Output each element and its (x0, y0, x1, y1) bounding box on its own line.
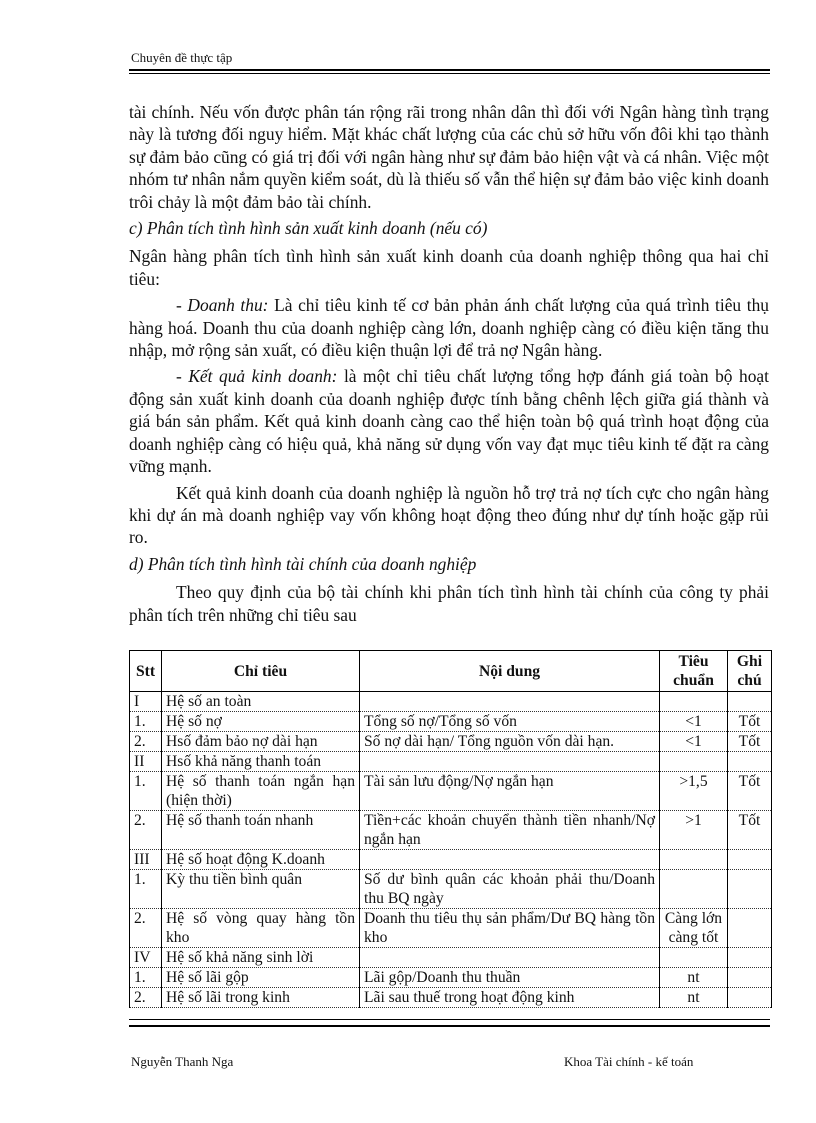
page-header-title: Chuyên đề thực tập (131, 50, 233, 65)
cell-ghichu (728, 850, 772, 870)
cell-ghichu (728, 988, 772, 1008)
header-noidung: Nội dung (360, 651, 660, 692)
paragraph-business-result (129, 365, 769, 477)
header-tieuchuan: Tiêu chuẩn (660, 651, 728, 692)
table-row (130, 850, 772, 870)
cell-stt: 2. (130, 909, 162, 948)
cell-stt: 2. (130, 988, 162, 1008)
header-chitieu: Chỉ tiêu (162, 651, 360, 692)
cell-noidung: Tiền+các khoản chuyển thành tiền nhanh/Nợ ngắn hạn (360, 811, 660, 850)
cell-noidung: Lãi sau thuế trong hoạt động kinh (360, 988, 660, 1008)
cell-stt: 2. (130, 811, 162, 850)
cell-chitieu: Hệ số an toàn (162, 692, 360, 712)
cell-noidung (360, 948, 660, 968)
paragraph-2: Ngân hàng phân tích tình hình sản xuất kinh doanh của doanh nghiệp thông qua hai chỉ tiêu: (129, 246, 769, 289)
footer-rule-thin (129, 1019, 770, 1020)
indicators-table (129, 650, 772, 1008)
cell-chitieu: Hệ số vòng quay hàng tồn kho (162, 909, 360, 948)
table-row (130, 811, 772, 850)
cell-ghichu (728, 948, 772, 968)
term-revenue: - Doanh thu: (176, 295, 269, 316)
cell-noidung: Số dư bình quân các khoản phải thu/Doanh thu BQ ngày (360, 870, 660, 909)
cell-ghichu: Tốt (728, 811, 772, 850)
cell-stt: III (130, 850, 162, 870)
footer-author: Nguyễn Thanh Nga (131, 1054, 234, 1069)
header-rule-thick (129, 69, 770, 71)
body-text (129, 101, 769, 626)
cell-stt: 1. (130, 968, 162, 988)
cell-tieuchuan (660, 850, 728, 870)
cell-noidung: Tổng số nợ/Tổng số vốn (360, 712, 660, 732)
cell-noidung (360, 692, 660, 712)
cell-noidung: Doanh thu tiêu thụ sản phẩm/Dư BQ hàng tồn kho (360, 909, 660, 948)
cell-tieuchuan: >1,5 (660, 772, 728, 811)
cell-stt: 2. (130, 732, 162, 752)
cell-chitieu: Hệ số khả năng sinh lời (162, 948, 360, 968)
cell-chitieu: Hệ số thanh toán ngắn hạn (hiện thời) (162, 772, 360, 811)
footer-rule-thick (129, 1025, 770, 1027)
table-row (130, 909, 772, 948)
table-row (130, 870, 772, 909)
table-row (130, 968, 772, 988)
cell-chitieu: Hệ số hoạt động K.doanh (162, 850, 360, 870)
cell-ghichu: Tốt (728, 772, 772, 811)
cell-ghichu (728, 752, 772, 772)
cell-chitieu: Hsố khả năng thanh toán (162, 752, 360, 772)
cell-stt: IV (130, 948, 162, 968)
cell-stt: 1. (130, 870, 162, 909)
paragraph-6: Theo quy định của bộ tài chính khi phân tích tình hình tài chính của công ty phải phân tích trên những chỉ tiêu sau (129, 582, 769, 625)
cell-chitieu: Kỳ thu tiền bình quân (162, 870, 360, 909)
cell-noidung (360, 752, 660, 772)
cell-tieuchuan (660, 752, 728, 772)
cell-stt: 1. (130, 712, 162, 732)
table-row (130, 732, 772, 752)
footer-department: Khoa Tài chính - kế toán (564, 1054, 694, 1069)
cell-tieuchuan (660, 948, 728, 968)
cell-ghichu (728, 968, 772, 988)
cell-noidung: Tài sản lưu động/Nợ ngắn hạn (360, 772, 660, 811)
cell-chitieu: Hệ số lãi gộp (162, 968, 360, 988)
paragraph-1: tài chính. Nếu vốn được phân tán rộng rãi trong nhân dân thì đối với Ngân hàng tình trạng này là tương đối nguy hiểm. Mặt khác chất lượng của các chủ sở hữu vốn đôi khi tạo thành sự đảm bảo cũng có giá trị đối với ngân hàng như sự đảm bảo hiện vật và cá nhân. Việc một nhóm tư nhân nắm quyền kiểm soát, dù là thiếu số vẫn thể hiện sự đảm bảo việc kinh doanh trôi chảy là một đảm bảo tài chính. (129, 102, 769, 212)
cell-chitieu: Hệ số nợ (162, 712, 360, 732)
cell-noidung: Số nợ dài hạn/ Tổng nguồn vốn dài hạn. (360, 732, 660, 752)
cell-noidung (360, 850, 660, 870)
table-row (130, 692, 772, 712)
table-row (130, 772, 772, 811)
table-row (130, 948, 772, 968)
cell-ghichu (728, 870, 772, 909)
cell-stt: I (130, 692, 162, 712)
cell-tieuchuan: Càng lớn càng tốt (660, 909, 728, 948)
cell-ghichu (728, 909, 772, 948)
cell-tieuchuan: <1 (660, 732, 728, 752)
cell-chitieu: Hệ số thanh toán nhanh (162, 811, 360, 850)
cell-tieuchuan (660, 870, 728, 909)
paragraph-5: Kết quả kinh doanh của doanh nghiệp là nguồn hỗ trợ trả nợ tích cực cho ngân hàng khi dự án mà doanh nghiệp vay vốn không hoạt động theo đúng như dự tính hoặc gặp rủi ro. (129, 482, 769, 548)
business-result-text: là một chỉ tiêu chất lượng tổng hợp đánh giá toàn bộ hoạt động sản xuất kinh doanh của doanh nghiệp được tính bằng chênh lệch giữa giá thành và giá bán sản phẩm. Kết quả kinh doanh càng cao thể hiện toàn bộ quá trình hoạt động của doanh nghiệp càng có hiệu quả, khả năng sử dụng vốn vay đạt mục tiêu kinh tế đặt ra càng vững mạnh. (129, 366, 769, 477)
cell-tieuchuan: <1 (660, 712, 728, 732)
cell-stt: 1. (130, 772, 162, 811)
cell-noidung: Lãi gộp/Doanh thu thuần (360, 968, 660, 988)
header-stt: Stt (130, 651, 162, 692)
table-header-row (130, 651, 772, 692)
paragraph-revenue (129, 294, 769, 361)
table-row (130, 752, 772, 772)
header-rule-thin (129, 73, 770, 74)
cell-chitieu: Hệ số lãi trong kinh (162, 988, 360, 1008)
revenue-text: Là chỉ tiêu kinh tế cơ bản phản ánh chất lượng của quá trình tiêu thụ hàng hoá. Doanh thu của doanh nghiệp càng lớn, doanh nghiệp càng có điều kiện tăng thu nhập, mở rộng sản xuất, có điều kiện thuận lợi để trả nợ Ngân hàng. (129, 295, 769, 361)
term-business-result: - Kết quả kinh doanh: (176, 366, 338, 387)
cell-stt: II (130, 752, 162, 772)
cell-chitieu: Hsố đảm bảo nợ dài hạn (162, 732, 360, 752)
cell-ghichu: Tốt (728, 732, 772, 752)
cell-ghichu (728, 692, 772, 712)
cell-tieuchuan: nt (660, 988, 728, 1008)
cell-tieuchuan (660, 692, 728, 712)
header-ghichu: Ghi chú (728, 651, 772, 692)
cell-tieuchuan: >1 (660, 811, 728, 850)
table-row (130, 712, 772, 732)
cell-ghichu: Tốt (728, 712, 772, 732)
cell-tieuchuan: nt (660, 968, 728, 988)
table-row (130, 988, 772, 1008)
section-heading-d: d) Phân tích tình hình tài chính của doanh nghiệp (129, 553, 477, 574)
section-heading-c: c) Phân tích tình hình sản xuất kinh doanh (nếu có) (129, 218, 488, 239)
